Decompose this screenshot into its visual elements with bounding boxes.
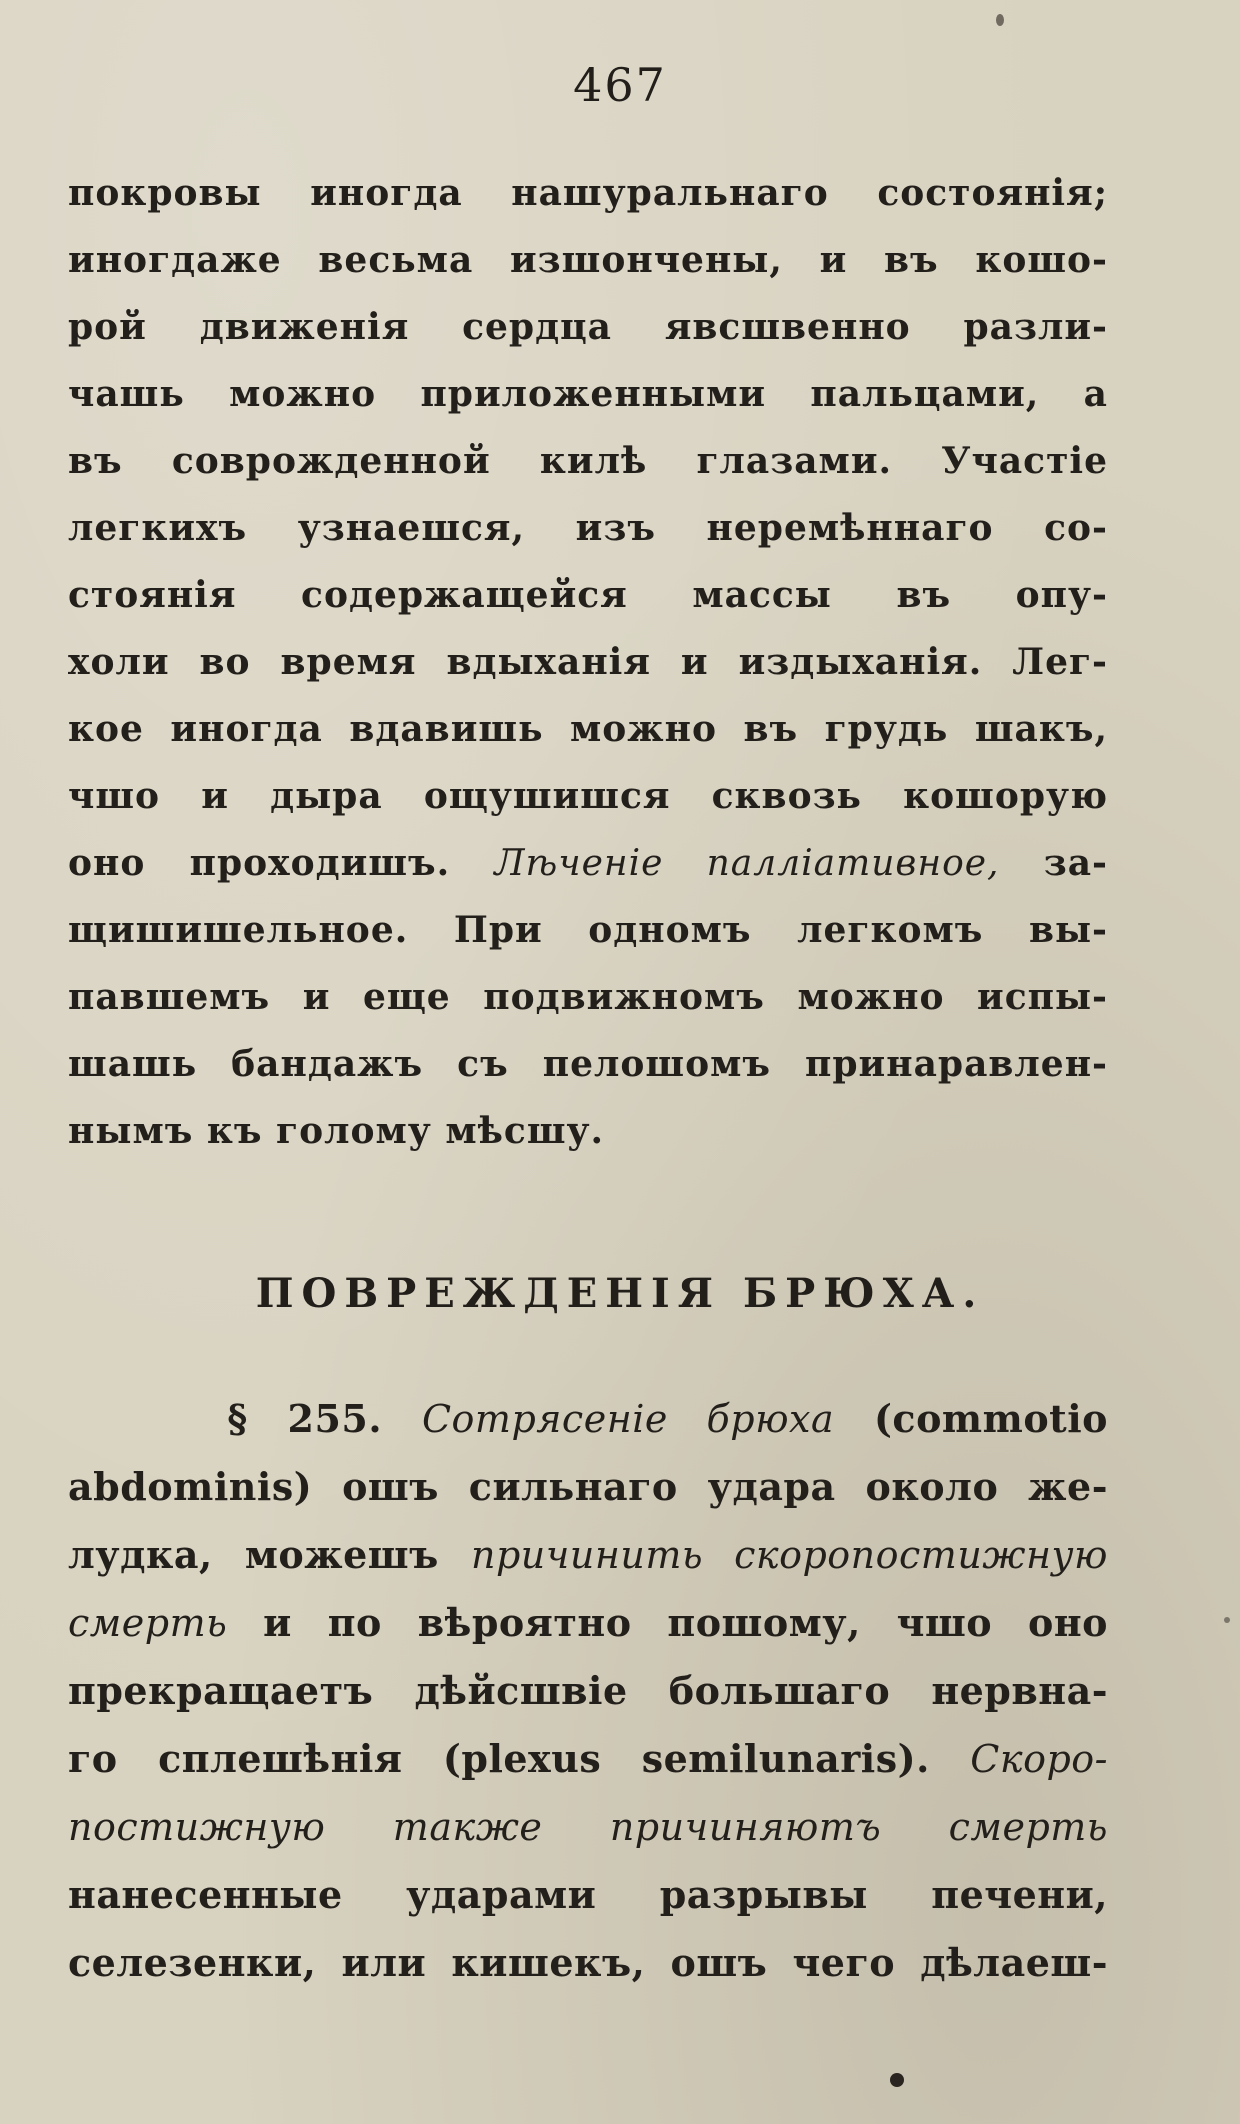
text-line: кое иногда вдавишь можно въ грудь шакъ, <box>68 708 1108 750</box>
text-line <box>68 1521 1108 1589</box>
printer-mark <box>890 2073 904 2087</box>
italic-phrase: Скоро- <box>970 1737 1108 1781</box>
text-line-start: го сплешѣнія (plexus semilunaris). <box>68 1736 971 1781</box>
text-line: покровы иногда нашуральнаго состоянія; <box>68 172 1108 214</box>
text-line: стоянія содержащейся массы въ опу- <box>68 574 1108 616</box>
italic-phrase: смерть <box>68 1601 228 1645</box>
section-heading: ПОВРЕЖДЕНІЯ БРЮХА. <box>255 1270 985 1317</box>
text-line: abdominis) ошъ сильнаго удара около же- <box>68 1464 1108 1509</box>
text-line: иногдаже весьма изшончены, и въ кошо- <box>68 239 1108 281</box>
italic-phrase: постижную также причиняютъ смерть <box>68 1805 1108 1849</box>
text-line <box>68 830 1108 897</box>
page-number: 467 <box>573 58 667 112</box>
italic-phrase: причинить скоропостижную <box>470 1533 1109 1577</box>
text-line: селезенки, или кишекъ, ошъ чего дѣлаеш- <box>68 1940 1108 1985</box>
text-line: рой движенія сердца явсшвенно разли- <box>68 306 1108 348</box>
text-line-end: и по вѣроятно пошому, чшо оно <box>227 1600 1108 1645</box>
section-mark: § 255. <box>227 1396 383 1441</box>
text-line: чшо и дыра ощушишся сквозь кошорую <box>68 775 1108 817</box>
text-line <box>68 1589 1108 1657</box>
text-line: прекращаетъ дѣйсшвіе большаго нервна- <box>68 1668 1108 1713</box>
ink-speck <box>996 14 1004 26</box>
text-line: нанесенные ударами разрывы печени, <box>68 1872 1108 1917</box>
text-line: щишишельное. При одномъ легкомъ вы- <box>68 909 1108 951</box>
paragraph-continued <box>68 160 1108 1165</box>
ink-speck <box>1224 1617 1230 1623</box>
text-line: чашь можно приложенными пальцами, а <box>68 373 1108 415</box>
text-line-end: (commotio <box>873 1396 1109 1441</box>
text-line-start: оно проходишъ. <box>68 842 495 884</box>
text-line: легкихъ узнаешся, изъ неремѣннаго со- <box>68 507 1108 549</box>
text-line <box>68 1793 1108 1861</box>
text-line <box>68 1725 1108 1793</box>
text-line-end: за- <box>999 842 1108 884</box>
italic-phrase: Лѣченіе паллiативное, <box>494 843 1000 884</box>
text-line <box>68 1385 1108 1453</box>
italic-title: Сотрясеніе брюха <box>421 1397 835 1441</box>
text-line: въ соврожденной килѣ глазами. Участіе <box>68 440 1108 482</box>
text-line: холи во время вдыханія и издыханія. Лег- <box>68 641 1108 683</box>
text-line: шашь бандажъ съ пелошомъ принаравлен- <box>68 1043 1108 1085</box>
paragraph-section-255 <box>68 1385 1108 1997</box>
text-line: павшемъ и еще подвижномъ можно испы- <box>68 976 1108 1018</box>
text-line-start: лудка, можешъ <box>68 1532 471 1577</box>
text-line: нымъ къ голому мѣсшу. <box>68 1110 605 1152</box>
